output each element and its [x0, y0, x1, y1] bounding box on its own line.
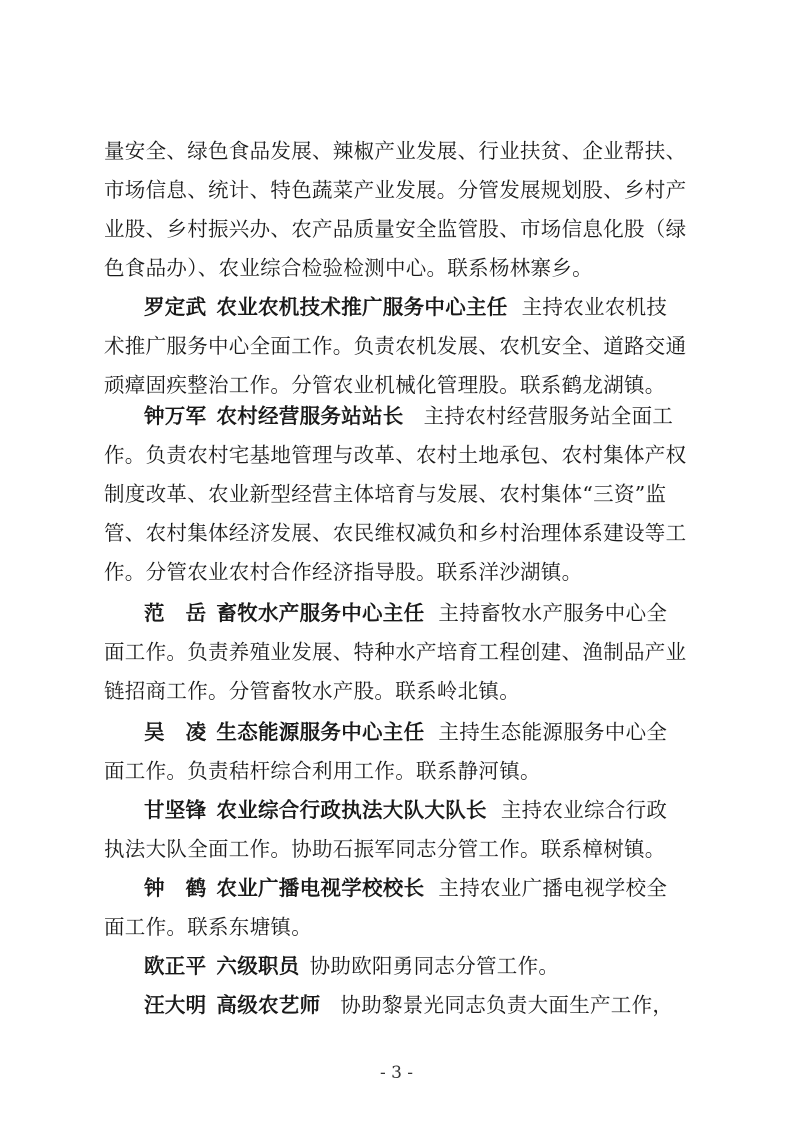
person-name: 甘坚锋 — [144, 798, 207, 822]
entry-wu-ling — [144, 720, 700, 744]
person-name: 吴 凌 — [144, 720, 207, 744]
person-title: 农业综合行政执法大队大队长 — [216, 798, 487, 822]
person-title: 农业农机技术推广服务中心主任 — [216, 295, 508, 319]
entry-text: 主持农业农机技 — [521, 295, 668, 319]
entry-text: 主持农业综合行政 — [500, 798, 668, 822]
entry-text: 主持农业广播电视学校全 — [438, 876, 668, 900]
page-number: - 3 - — [379, 1063, 414, 1083]
entry-gan-jianfeng — [144, 798, 700, 822]
entry-zhong-he — [144, 876, 700, 900]
entry-fan-yue — [144, 601, 700, 625]
entry-text: 协助欧阳勇同志分管工作。 — [309, 954, 560, 978]
text-line: 色食品办）、农业综合检验检测中心。联系杨林寨乡。 — [104, 256, 593, 280]
person-name: 欧正平 — [144, 954, 207, 978]
text-line: 顽瘴固疾整治工作。分管农业机械化管理股。联系鹤龙湖镇。 — [104, 373, 666, 397]
text-line: 面工作。负责秸杆综合利用工作。联系静河镇。 — [104, 759, 541, 783]
text-line: 市场信息、统计、特色蔬菜产业发展。分管发展规划股、乡村产 — [104, 178, 687, 202]
entry-text: 主持畜牧水产服务中心全 — [438, 601, 668, 625]
person-title: 畜牧水产服务中心主任 — [216, 601, 425, 625]
text-line: 管、农村集体经济发展、农民维权减负和乡村治理体系建设等工 — [104, 521, 687, 545]
text-line: 量安全、绿色食品发展、辣椒产业发展、行业扶贫、企业帮扶、 — [104, 139, 687, 163]
person-title: 农业广播电视学校校长 — [216, 876, 425, 900]
person-name: 罗定武 — [144, 295, 207, 319]
text-line: 作。负责农村宅基地管理与改革、农村土地承包、农村集体产权 — [104, 443, 687, 467]
person-title: 生态能源服务中心主任 — [216, 720, 425, 744]
person-title: 六级职员 — [216, 954, 300, 978]
person-name: 钟 鹤 — [144, 876, 207, 900]
entry-ou-zhengping — [144, 954, 700, 978]
entry-text: 主持农村经营服务站全面工 — [423, 404, 674, 428]
entry-zhong-wanjun — [144, 404, 700, 428]
text-line: 术推广服务中心全面工作。负责农机发展、农机安全、道路交通 — [104, 334, 687, 358]
entry-luo — [144, 295, 700, 319]
person-name: 钟万军 — [144, 404, 207, 428]
text-line: 面工作。负责养殖业发展、特种水产培育工程创建、渔制品产业 — [104, 640, 687, 664]
text-line: 作。分管农业农村合作经济指导股。联系洋沙湖镇。 — [104, 560, 583, 584]
person-name: 汪大明 — [144, 993, 207, 1017]
entry-text: 主持生态能源服务中心全 — [438, 720, 668, 744]
entry-wang-daming — [144, 993, 700, 1017]
person-name: 范 岳 — [144, 601, 207, 625]
person-title: 农村经营服务站站长 — [216, 404, 404, 428]
text-line: 执法大队全面工作。协助石振军同志分管工作。联系樟树镇。 — [104, 837, 666, 861]
text-line: 面工作。联系东塘镇。 — [104, 915, 312, 939]
text-line: 业股、乡村振兴办、农产品质量安全监管股、市场信息化股（绿 — [104, 217, 687, 241]
text-line: 链招商工作。分管畜牧水产股。联系岭北镇。 — [104, 679, 520, 703]
text-line: 制度改革、农业新型经营主体培育与发展、农村集体“三资”监 — [104, 482, 667, 506]
person-title: 高级农艺师 — [216, 993, 321, 1017]
entry-text: 协助黎景光同志负责大面生产工作， — [340, 993, 674, 1017]
